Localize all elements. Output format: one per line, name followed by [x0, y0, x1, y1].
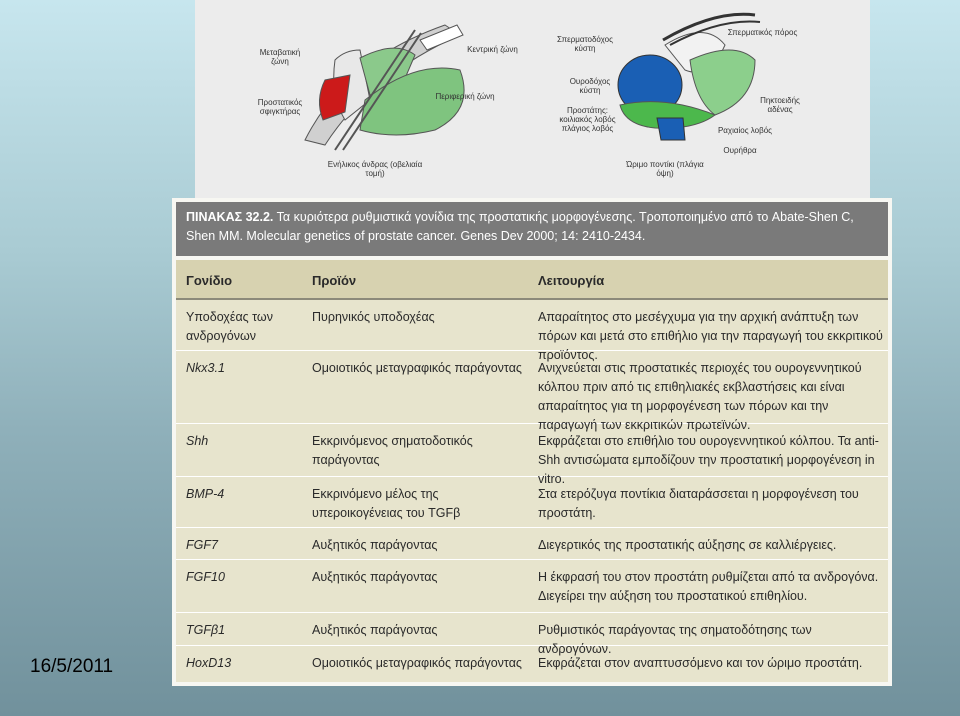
cell-product: Ομοιοτικός μεταγραφικός παράγοντας: [312, 361, 522, 375]
cell-product: Αυξητικός παράγοντας: [312, 538, 438, 552]
cell-function: Στα ετερόζυγα ποντίκια διαταράσσεται η μορφογένεση του προστάτη.: [538, 487, 859, 520]
table-row: [176, 646, 888, 680]
header-function: Λειτουργία: [538, 273, 605, 288]
label-bladder: Ουροδόχος κύστη: [569, 77, 611, 95]
cell-gene: FGF10: [186, 570, 225, 584]
table-header-row: [176, 260, 888, 300]
gene-table: [176, 260, 888, 682]
table-caption-title: ΠΙΝΑΚΑΣ 32.2.: [186, 210, 274, 224]
table-row: [176, 477, 888, 528]
table-row: [176, 528, 888, 560]
cell-product: Πυρηνικός υποδοχέας: [312, 310, 435, 324]
cell-gene: Nkx3.1: [186, 361, 225, 375]
cell-function: Η έκφρασή του στον προστάτη ρυθμίζεται από τα ανδρογόνα. Διεγείρει την αύξηση του προστατικού επιθηλίου.: [538, 570, 879, 603]
label-prostate-lobes: Προστάτης: κοιλιακός λοβός πλάγιος λοβός: [559, 106, 616, 133]
cell-product: Εκκρινόμενο μέλος της υπεροικογένειας του TGFβ: [312, 487, 461, 520]
anatomy-figure: [195, 0, 870, 198]
gene-table-panel: [172, 198, 892, 686]
cell-function: Ανιχνεύεται στις προστατικές περιοχές του ουρογεννητικού κόλπου πριν από τις επιθηλιακές εκβλαστήσεις και είναι απαραίτητος για τη μορφογένεση των πόρων και την παραγωγή των εκκριτικών πρωτεϊνών.: [538, 361, 862, 432]
table-row: [176, 613, 888, 656]
label-transition-zone: Μεταβατική ζώνη: [259, 48, 301, 66]
cell-product: Αυξητικός παράγοντας: [312, 570, 438, 584]
header-gene: Γονίδιο: [186, 273, 233, 288]
label-urethra: Ουρήθρα: [723, 146, 757, 155]
label-prostatic-sphincter: Προστατικός σφιγκτήρας: [257, 98, 303, 116]
cell-function: Απαραίτητος στο μεσέγχυμα για την αρχική ανάπτυξη των πόρων και μετά στο επιθήλιο για την παραγωγή του εκκριτικού προϊόντος.: [538, 310, 883, 362]
table-row: [176, 424, 888, 486]
cell-function: Εκφράζεται στον αναπτυσσόμενο και τον ώριμο προστάτη.: [538, 656, 863, 670]
cell-product: Ομοιοτικός μεταγραφικός παράγοντας: [312, 656, 522, 670]
table-caption-text: Τα κυριότερα ρυθμιστικά γονίδια της προστατικής μορφογένεσης. Τροποποιημένο από το Abate-Shen C, Shen MM. Molecular genetics of prostate cancer. Genes Dev 2000; 14: 2410-2434.: [186, 210, 854, 243]
cell-product: Εκκρινόμενος σηματοδοτικός παράγοντας: [312, 434, 473, 467]
right-diagram-caption: Ώριμο ποντίκι (πλάγια όψη): [626, 160, 704, 178]
label-seminal-vesicle: Σπερματοδόχος κύστη: [557, 35, 613, 53]
cell-gene: BMP-4: [186, 487, 225, 501]
cell-function: Διεγερτικός της προστατικής αύξησης σε καλλιέργειες.: [538, 538, 837, 552]
cell-function: Ρυθμιστικός παράγοντας της σηματοδότησης των ανδρογόνων.: [538, 623, 812, 656]
cell-gene: FGF7: [186, 538, 218, 552]
label-peripheral-zone: Περιφερική ζώνη: [435, 92, 495, 101]
cell-function: Εκφράζεται στο επιθήλιο του ουρογεννητικού κόλπου. Τα anti-Shh αντισώματα εμποδίζουν την προστατική μορφογένεση in vitro.: [538, 434, 879, 486]
table-row: [176, 300, 888, 362]
header-product: Προϊόν: [312, 273, 357, 288]
label-central-zone: Κεντρική ζώνη: [467, 45, 518, 54]
left-diagram-caption: Ενήλικος άνδρας (οβελιαία τομή): [327, 160, 423, 178]
cell-product: Αυξητικός παράγοντας: [312, 623, 438, 637]
label-coagulating-gland: Πηκτοειδής αδένας: [760, 96, 800, 114]
slide-date: 16/5/2011: [30, 656, 114, 677]
adult-male-sagittal-diagram: [305, 25, 464, 150]
table-row: [176, 560, 888, 613]
table-caption: [176, 202, 888, 256]
table-row: [176, 351, 888, 432]
label-dorsal-lobe: Ραχιαίος λοβός: [717, 126, 773, 135]
label-vas-deferens: Σπερματικός πόρος: [727, 28, 798, 37]
cell-gene: Shh: [186, 434, 209, 448]
cell-gene: HoxD13: [186, 656, 232, 670]
cell-gene: TGFβ1: [186, 623, 226, 637]
cell-gene: Υποδοχέας των ανδρογόνων: [186, 310, 273, 343]
